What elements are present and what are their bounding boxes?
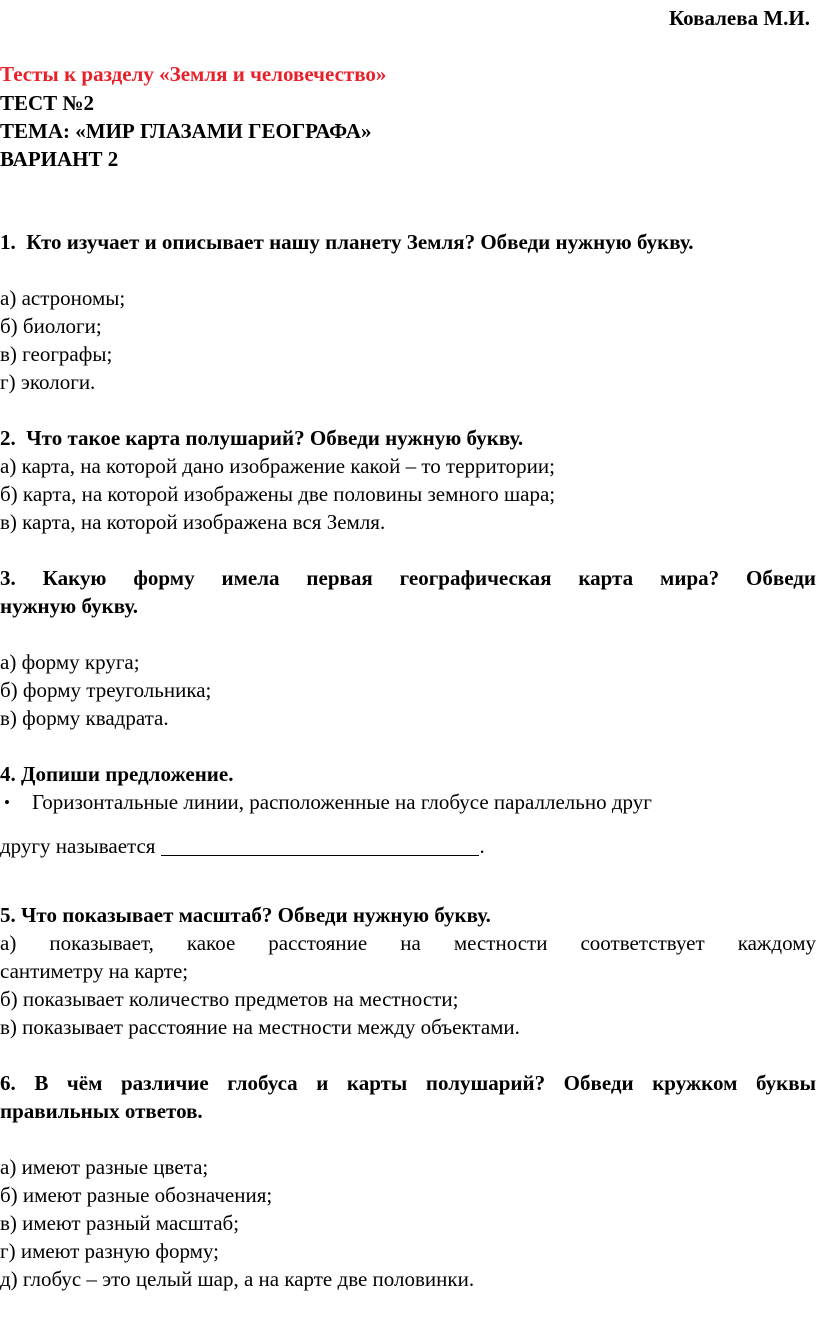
test-number: ТЕСТ №2 xyxy=(0,91,95,115)
question-5-option-b: б) показывает количество предметов на местности; xyxy=(0,987,459,1011)
question-6-line-1: 6. В чём различие глобуса и карты полушарий? Обведи кружком буквы xyxy=(0,1071,816,1095)
question-4-sentence-line-2 xyxy=(0,836,485,857)
question-3-option-c: в) форму квадрата. xyxy=(0,706,169,730)
question-6-option-b: б) имеют разные обозначения; xyxy=(0,1183,273,1207)
question-4-sentence-end: . xyxy=(479,834,485,858)
question-1-option-d: г) экологи. xyxy=(0,370,96,394)
question-5-option-c: в) показывает расстояние на местности между объектами. xyxy=(0,1015,520,1039)
bullet-icon: • xyxy=(4,793,10,812)
question-4: 4. Допиши предложение. xyxy=(0,762,234,786)
question-2-option-c: в) карта, на которой изображена вся Земля. xyxy=(0,510,386,534)
question-1-text: Кто изучает и описывает нашу планету Земля? Обведи нужную букву. xyxy=(26,230,694,254)
section-title: Тесты к разделу «Земля и человечество» xyxy=(0,62,387,86)
question-2 xyxy=(0,428,523,449)
question-6-option-e: д) глобус – это целый шар, а на карте две половинки. xyxy=(0,1267,475,1291)
test-variant: ВАРИАНТ 2 xyxy=(0,147,119,171)
author-name: Ковалева М.И. xyxy=(668,6,810,30)
question-1-number: 1. xyxy=(0,230,16,254)
question-3-line-1: 3. Какую форму имела первая географическая карта мира? Обведи xyxy=(0,566,816,590)
question-2-option-a: а) карта, на которой дано изображение какой – то территории; xyxy=(0,454,555,478)
question-2-number: 2. xyxy=(0,426,16,450)
question-2-text: Что такое карта полушарий? Обведи нужную букву. xyxy=(26,426,524,450)
question-6-option-a: а) имеют разные цвета; xyxy=(0,1155,209,1179)
test-topic: ТЕМА: «МИР ГЛАЗАМИ ГЕОГРАФА» xyxy=(0,119,372,143)
question-3-option-b: б) форму треугольника; xyxy=(0,678,212,702)
question-1-option-c: в) географы; xyxy=(0,342,113,366)
question-4-sentence-line-1: Горизонтальные линии, расположенные на глобусе параллельно друг xyxy=(32,790,652,814)
question-4-sentence-text: другу называется xyxy=(0,834,156,858)
question-6-option-c: в) имеют разный масштаб; xyxy=(0,1211,240,1235)
question-3-line-2: нужную букву. xyxy=(0,594,139,618)
question-6-line-2: правильных ответов. xyxy=(0,1099,203,1123)
question-1 xyxy=(0,232,694,253)
question-1-option-b: б) биологи; xyxy=(0,314,102,338)
question-2-option-b: б) карта, на которой изображены две половины земного шара; xyxy=(0,482,556,506)
answer-blank-line[interactable] xyxy=(161,854,479,856)
question-5-option-a-line-2: сантиметру на карте; xyxy=(0,959,189,983)
question-1-option-a: а) астрономы; xyxy=(0,286,126,310)
question-3-option-a: а) форму круга; xyxy=(0,650,140,674)
question-5-option-a-line-1: а) показывает, какое расстояние на местности соответствует каждому xyxy=(0,931,816,955)
question-5: 5. Что показывает масштаб? Обведи нужную букву. xyxy=(0,903,491,927)
question-6-option-d: г) имеют разную форму; xyxy=(0,1239,219,1263)
